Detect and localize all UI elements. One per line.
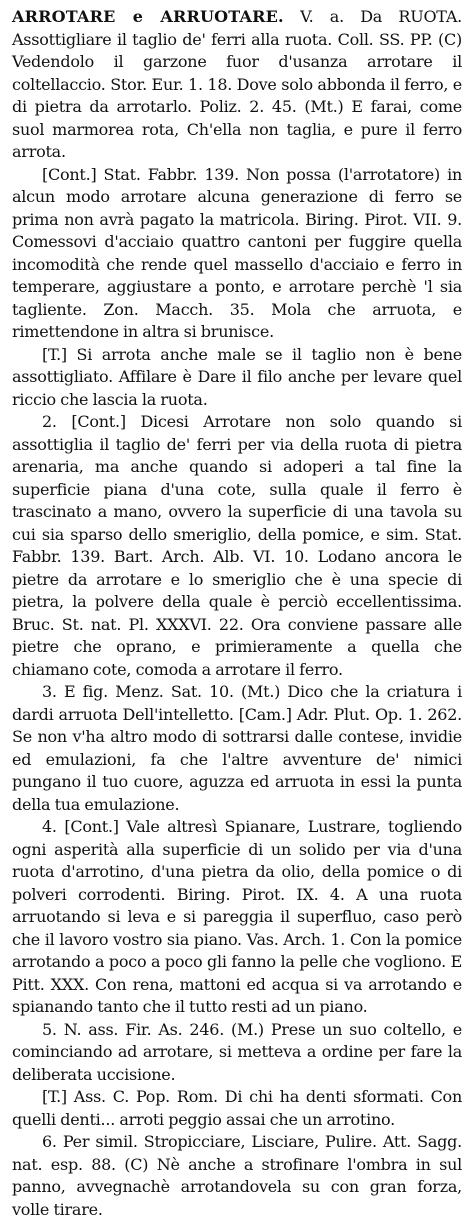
entry-sense-5: 5. N. ass. Fir. As. 246. (M.) Prese un suo coltello, e cominciando ad arrotare, si metteva a ordine per fare la deliberata uccisione. [12, 1019, 462, 1084]
entry-paragraph-1 [12, 6, 462, 164]
entry-paragraph-tommaseo: [T.] Ass. C. Pop. Rom. Di chi ha denti sformati. Con quelli denti... arroti peggio assai che un arrotino. [12, 1087, 462, 1129]
entry-sense-2: 2. [Cont.] Dicesi Arrotare non solo quando si assottiglia il taglio de' ferri per via della ruota di pietra arenaria, ma anche quando si adoperi a tal fine la superficie piana d'una cote, sulla quale il ferro è trascinato a mano, ovvero la superficie di una tavola su cui sia sparso dello smeriglio, della pomice, e sim. Stat. Fabbr. 139. Bart. Arch. Alb. VI. 10. Lodano ancora le pietre da arrotare e lo smeriglio che è una specie di pietra, la polvere della quale è perciò eccellentissima. Bruc. St. nat. Pl. XXXVI. 22. Ora conviene passare alle pietre che oprano, e primieramente a quella che chiamano cote, comoda a arrotare il ferro. [12, 412, 462, 679]
headword: ARROTARE e ARRUOTARE. [12, 7, 284, 26]
entry-sense-6: 6. Per simil. Stropicciare, Lisciare, Pulire. Att. Sagg. nat. esp. 88. (C) Nè anche a strofinare l'ombra in sul panno, avvegnachè arrotandovela su con gran forza, volle tirare. [12, 1132, 462, 1219]
entry-sense-3: 3. E fig. Menz. Sat. 10. (Mt.) Dico che la criatura i dardi arruota Dell'intelletto. [Cam.] Adr. Plut. Op. 1. 262. Se non v'ha altro modo di sottrarsi dalle contese, invidie ed emulazioni, fa che l'altre avventure de' nimici pungano il tuo cuore, aguzza ed arruota in essi la punta della tua emulazione. [12, 682, 462, 814]
entry-sense-4: 4. [Cont.] Vale altresì Spianare, Lustrare, togliendo ogni asperità alla superficie di un solido per via d'una ruota d'arrotino, d'una pietra da olio, della pomice o di polveri corrodenti. Biring. Pirot. IX. 4. A una ruota arruotando si leva e si pareggia il superfluo, caso però che il lavoro vostro sia piano. Vas. Arch. 1. Con la pomice arrotando a poco a poco gli fanno la pelle che vogliono. E Pitt. XXX. Con rena, mattoni ed acqua si va arrotando e spianando tanto che il tutto resti ad un piano. [12, 817, 462, 1016]
entry-text-1: V. a. Da RUOTA. Assottigliare il taglio de' ferri alla ruota. Coll. SS. PP. (C) Vedendolo il garzone fuor d'usanza arrotare il coltellaccio. Stor. Eur. 1. 18. Dove solo abbonda il ferro, e di pietra da arrotarlo. Poliz. 2. 45. (Mt.) E farai, come suol marmorea rota, Ch'ella non taglia, e pure il ferro arrota. [12, 7, 462, 161]
entry-paragraph-3: [T.] Si arrota anche male se il taglio non è bene assottigliato. Affilare è Dare il filo anche per levare quel riccio che lascia la ruota. [12, 344, 462, 409]
entry-paragraph-2: [Cont.] Stat. Fabbr. 139. Non possa (l'arrotatore) in alcun modo arrotare alcuna generazione di ferro se prima non avrà pagato la matricola. Biring. Pirot. VII. 9. Comessovi d'acciaio quattro cantoni per fuggire quella incomodità che rende quel massello d'acciaio e ferro in temperare, aggiustare a ponto, e arrotare perchè 'l sia tagliente. Zon. Macch. 35. Mola che arruota, e rimettendone in altra si brunisce. [12, 164, 462, 341]
